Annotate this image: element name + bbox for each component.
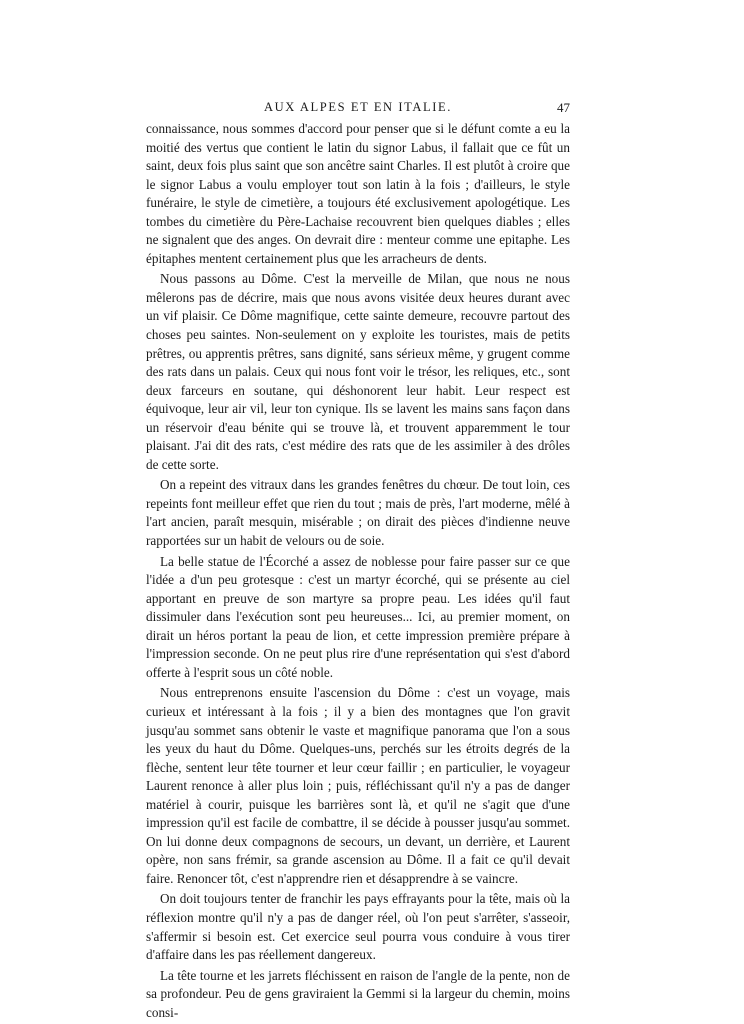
paragraph-3: On a repeint des vitraux dans les grandes fenêtres du chœur. De tout loin, ces repeints font meilleur effet que rien du tout ; mais de près, l'art moderne, mêlé à l'art ancien, paraît mesquin, misérable ; on dirait des pièces d'indienne neuve rapportées sur un habit de velours ou de soie. [146,477,570,549]
body-text [146,120,570,1024]
paragraph-1: connaissance, nous sommes d'accord pour penser que si le défunt comte a eu la moitié des vertus que contient le latin du signor Labus, il fallait que ce fût un saint, deux fois plus saint que son ancêtre saint Charles. Il est plutôt à croire que le signor Labus a voulu employer tout son latin à la fois ; d'ailleurs, le style funéraire, le style de cimetière, a toujours été exclusivement apologétique. Les tombes du cimetière du Père-Lachaise recouvrent bien quelques diables ; elles ne signalent que des anges. On devrait dire : menteur comme une epitaphe. Les épitaphes mentent certainement plus que les arracheurs de dents. [146,121,570,266]
paragraph-7: La tête tourne et les jarrets fléchissent en raison de l'angle de la pente, non de sa profondeur. Peu de gens graviraient la Gemmi si la largeur du chemin, moins consi- [146,967,570,1020]
page-number: 47 [557,100,570,115]
paragraph-5: Nous entreprenons ensuite l'ascension du Dôme : c'est un voyage, mais curieux et intéressant à la fois ; il y a bien des montagnes que l'on gravit jusqu'au sommet sans obtenir le vaste et magnifique panorama que l'on a sous les yeux du haut du Dôme. Quelques-uns, perchés sur les étroits degrés de la flèche, sentent leur tête tourner et leur cœur faillir ; en particulier, le voyageur Laurent renonce à aller plus loin ; puis, réfléchissant qu'il n'y a pas de danger matériel à courir, puisque les barrières sont là, et qu'il ne s'agit que d'une impression qu'il est facile de combattre, il se décide à pousser jusqu'au sommet. On lui donne deux compagnons de secours, un devant, un derrière, et Laurent opère, non sans frémir, sa grande ascension au Dôme. Il a fait ce qu'il devait faire. Renoncer tôt, c'est n'apprendre rien et désapprendre à se vaincre. [146,685,570,886]
paragraph-4: La belle statue de l'Écorché a assez de noblesse pour faire passer sur ce que l'idée a d'un peu grotesque : c'est un martyr écorché, qui se présente au ciel apportant en preuve de son martyre sa propre peau. Les idées qu'il faut dissimuler dans l'exécution sont peu heureuses... Ici, au premier moment, on dirait un héros portant la peau de lion, et cette impression première prépare à l'impression seconde. On ne peut plus rire d'une représentation qui s'est d'abord offerte à l'esprit sous un côté noble. [146,553,570,680]
page-header [146,100,570,120]
paragraph-2: Nous passons au Dôme. C'est la merveille de Milan, que nous ne nous mêlerons pas de décrire, mais que nous avons visitée deux heures durant avec un vif plaisir. Ce Dôme magnifique, cette sainte demeure, recouvre partout des choses peu saintes. Non-seulement on y exploite les touristes, mais de petits prêtres, ou apprentis prêtres, sans dignité, sans sérieux même, y grugent comme des rats dans un palais. Ceux qui nous font voir le trésor, les reliques, etc., sont deux farceurs en soutane, qui déshonorent leur habit. Leur respect est équivoque, leur air vil, leur ton cynique. Ils se lavent les mains sans façon dans un réservoir d'eau bénite qui se trouve là, et trouvent apparemment le tour plaisant. J'ai dit des rats, c'est médire des rats que de les assimiler à des drôles de cette sorte. [146,271,570,472]
paragraph-6: On doit toujours tenter de franchir les pays effrayants pour la tête, mais où la réflexion montre qu'il n'y a pas de danger réel, où l'on peut s'arrêter, s'asseoir, s'affermir si besoin est. Cet exercice seul pourra vous conduire à vous tirer d'affaire dans les pas réellement dangereux. [146,891,570,963]
running-head: AUX ALPES ET EN ITALIE. [264,100,452,114]
